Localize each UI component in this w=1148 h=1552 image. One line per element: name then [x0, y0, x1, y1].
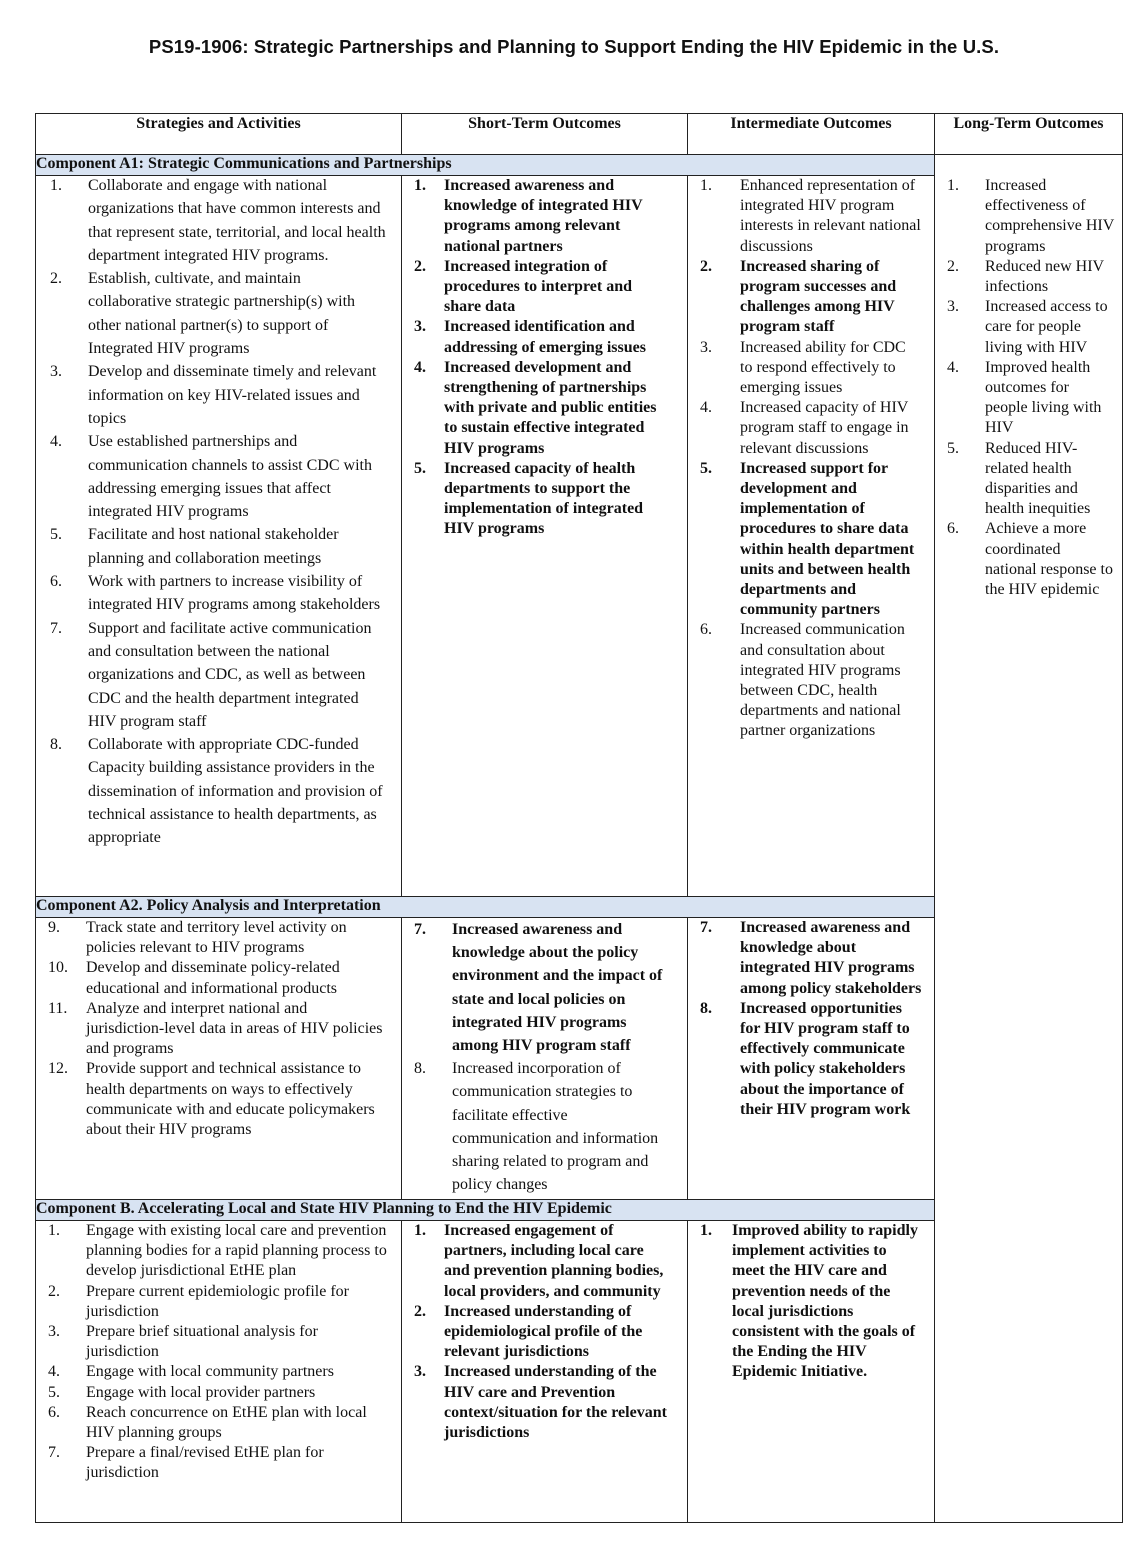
- list-item: [36, 733, 401, 849]
- logic-model-table: [35, 113, 1123, 1523]
- item-text: Increased communication and consultation about integrated HIV programs between CDC, health departments and national partner organizations: [740, 621, 905, 740]
- item-number: 3.: [947, 298, 959, 316]
- header-short-term: Short-Term Outcomes: [402, 114, 688, 155]
- item-text: Reach concurrence on EtHE plan with local HIV planning groups: [86, 1403, 367, 1442]
- list-item: [402, 317, 687, 357]
- item-text: Establish, cultivate, and maintain collaborative strategic partnership(s) with other national partner(s) to support of Integrated HIV programs: [88, 270, 356, 358]
- item-text: Increased engagement of partners, including local care and prevention planning bodies, local providers, and community: [444, 1222, 664, 1300]
- item-number: 4.: [700, 399, 712, 417]
- item-text: Increased effectiveness of comprehensive HIV programs: [985, 177, 1114, 255]
- item-text: Enhanced representation of integrated HIV program interests in relevant national discussions: [740, 177, 921, 255]
- component-title: Component B. Accelerating Local and State HIV Planning to End the HIV Epidemic: [36, 1200, 935, 1221]
- item-number: 1.: [48, 1222, 60, 1239]
- item-number: 3.: [48, 1323, 60, 1341]
- item-number: 1.: [700, 177, 712, 194]
- list-item: [36, 523, 401, 570]
- item-number: 7.: [414, 921, 426, 938]
- item-number: 5.: [947, 439, 959, 457]
- item-number: 2.: [700, 257, 712, 275]
- list-item: [36, 1059, 401, 1140]
- list-item: [402, 918, 687, 1057]
- list-item: [36, 1403, 401, 1443]
- item-text: Increased opportunities for HIV program staff to effectively communicate with policy stakeholders about the importance of their HIV program work: [740, 999, 911, 1118]
- item-text: Work with partners to increase visibility of integrated HIV programs among stakeholders: [88, 573, 381, 614]
- list-item: [36, 958, 401, 998]
- list-item: [688, 459, 934, 621]
- short-term-list: [402, 1221, 687, 1443]
- list-item: [36, 1383, 401, 1403]
- item-number: 4.: [947, 358, 959, 376]
- component-title: Component A2. Policy Analysis and Interpretation: [36, 897, 935, 918]
- list-item: [402, 459, 687, 540]
- item-number: 5.: [48, 1383, 60, 1401]
- list-item: [688, 257, 934, 338]
- list-item: [935, 176, 1122, 257]
- item-text: Prepare current epidemiologic profile for jurisdiction: [86, 1282, 349, 1320]
- item-text: Increased support for development and implementation of procedures to share data within health department units and between health departments and community partners: [740, 459, 915, 619]
- list-item: [688, 999, 934, 1120]
- item-number: 1.: [414, 1222, 426, 1239]
- item-number: 6.: [947, 520, 959, 538]
- item-text: Engage with local community partners: [86, 1363, 334, 1381]
- item-number: 3.: [50, 363, 62, 381]
- item-text: Prepare brief situational analysis for jurisdiction: [86, 1323, 318, 1361]
- item-number: 4.: [414, 358, 426, 376]
- long-term-list: [935, 176, 1122, 600]
- item-text: Improved ability to rapidly implement activities to meet the HIV care and prevention needs of the local jurisdictions consistent with the goals of the Ending the HIV Epidemic Initiative.: [732, 1222, 918, 1381]
- item-text: Engage with local provider partners: [86, 1383, 316, 1401]
- list-item: [402, 1221, 687, 1302]
- list-item: [688, 620, 934, 741]
- item-number: 8.: [414, 1060, 426, 1078]
- item-text: Reduced new HIV infections: [985, 257, 1104, 296]
- list-item: [935, 358, 1122, 439]
- list-item: [36, 570, 401, 617]
- short-term-list: [402, 176, 687, 540]
- item-text: Provide support and technical assistance to health departments on ways to effectively communicate with and educate policymakers about their HIV programs: [86, 1060, 375, 1139]
- item-number: 1.: [700, 1222, 712, 1239]
- list-item: [688, 176, 934, 257]
- item-number: 7.: [50, 619, 62, 637]
- list-item: [935, 439, 1122, 520]
- item-number: 2.: [48, 1282, 60, 1300]
- list-item: [36, 174, 401, 267]
- item-number: 11.: [48, 999, 68, 1017]
- strategies-list: [36, 174, 401, 850]
- list-item: [36, 617, 401, 733]
- item-text: Achieve a more coordinated national response to the HIV epidemic: [985, 520, 1113, 599]
- item-text: Collaborate and engage with national organizations that have common interests and that represent state, territorial, and local health department integrated HIV programs.: [88, 177, 386, 264]
- item-text: Engage with existing local care and prevention planning bodies for a rapid planning process to develop jurisdictional EtHE plan: [86, 1222, 387, 1280]
- intermediate-cell: [688, 176, 935, 897]
- item-number: 10.: [48, 959, 68, 977]
- list-item: [36, 267, 401, 360]
- item-text: Increased capacity of health departments to support the implementation of integrated HIV programs: [444, 459, 644, 538]
- item-number: 8.: [700, 999, 712, 1017]
- page-title: PS19-1906: Strategic Partnerships and Planning to Support Ending the HIV Epidemic in the U.S.: [148, 36, 1000, 57]
- list-item: [935, 257, 1122, 297]
- list-item: [402, 1362, 687, 1443]
- item-number: 2.: [50, 270, 62, 288]
- item-number: 6.: [50, 573, 62, 591]
- strategies-cell: [36, 918, 402, 1200]
- header-row: [36, 114, 1123, 155]
- strategies-cell: [36, 176, 402, 897]
- item-text: Increased ability for CDC to respond effectively to emerging issues: [740, 338, 906, 397]
- list-item: [402, 257, 687, 318]
- item-text: Track state and territory level activity on policies relevant to HIV programs: [86, 919, 347, 957]
- list-item: [402, 176, 687, 257]
- item-number: 4.: [48, 1363, 60, 1381]
- list-item: [36, 918, 401, 958]
- item-number: 2.: [414, 1302, 426, 1320]
- strategies-list: [36, 1221, 401, 1484]
- item-number: 7.: [48, 1444, 60, 1462]
- item-text: Develop and disseminate timely and relevant information on key HIV-related issues and topics: [88, 363, 377, 427]
- list-item: [402, 1302, 687, 1363]
- item-number: 8.: [50, 736, 62, 754]
- item-number: 3.: [700, 338, 712, 356]
- item-text: Increased understanding of epidemiological profile of the relevant jurisdictions: [444, 1302, 643, 1361]
- item-number: 1.: [414, 177, 426, 194]
- item-text: Collaborate with appropriate CDC-funded Capacity building assistance providers in the dissemination of information and provision of technical assistance to health departments, as appropriate: [88, 736, 383, 847]
- list-item: [36, 430, 401, 523]
- item-text: Increased awareness and knowledge about integrated HIV programs among policy stakeholders: [740, 919, 922, 997]
- intermediate-list: [688, 176, 934, 742]
- short-term-list: [402, 918, 687, 1196]
- item-number: 6.: [700, 621, 712, 639]
- item-number: 5.: [700, 459, 712, 477]
- list-item: [688, 338, 934, 399]
- component-title: Component A1: Strategic Communications and Partnerships: [36, 155, 935, 176]
- list-item: [688, 918, 934, 999]
- list-item: [36, 999, 401, 1060]
- header-long-term: Long-Term Outcomes: [935, 114, 1123, 155]
- short-term-cell: [402, 176, 688, 897]
- strategies-list: [36, 918, 401, 1140]
- item-number: 3.: [414, 318, 426, 336]
- item-number: 3.: [414, 1363, 426, 1381]
- item-text: Prepare a final/revised EtHE plan for jurisdiction: [86, 1444, 324, 1482]
- item-text: Increased identification and addressing of emerging issues: [444, 318, 646, 356]
- item-number: 5.: [50, 526, 62, 544]
- list-item: [36, 1443, 401, 1483]
- item-text: Increased integration of procedures to interpret and share data: [444, 257, 632, 316]
- item-text: Analyze and interpret national and jurisdiction-level data in areas of HIV policies and programs: [86, 999, 383, 1058]
- item-text: Increased awareness and knowledge of integrated HIV programs among relevant national partners: [444, 177, 643, 255]
- list-item: [402, 358, 687, 459]
- item-number: 6.: [48, 1403, 60, 1421]
- intermediate-cell: [688, 1221, 935, 1523]
- list-item: [402, 1057, 687, 1196]
- component-row: [36, 155, 1123, 176]
- long-term-cell: [935, 155, 1123, 1523]
- item-text: Facilitate and host national stakeholder planning and collaboration meetings: [88, 526, 339, 567]
- item-text: Reduced HIV-related health disparities and health inequities: [985, 439, 1091, 518]
- item-number: 2.: [947, 257, 959, 275]
- list-item: [36, 1282, 401, 1322]
- item-text: Develop and disseminate policy-related educational and informational products: [86, 959, 340, 997]
- list-item: [36, 1322, 401, 1362]
- item-text: Use established partnerships and communication channels to assist CDC with addressing emerging issues that affect integrated HIV programs: [88, 433, 372, 521]
- list-item: [36, 1221, 401, 1282]
- header-intermediate: Intermediate Outcomes: [688, 114, 935, 155]
- short-term-cell: [402, 1221, 688, 1523]
- item-number: 4.: [50, 433, 62, 451]
- item-text: Increased understanding of the HIV care and Prevention context/situation for the relevant jurisdictions: [444, 1363, 667, 1442]
- item-number: 7.: [700, 919, 712, 936]
- intermediate-list: [688, 918, 934, 1120]
- item-text: Increased capacity of HIV program staff to engage in relevant discussions: [740, 399, 909, 457]
- item-text: Increased access to care for people living with HIV: [985, 298, 1108, 356]
- item-text: Improved health outcomes for people living with HIV: [985, 358, 1102, 437]
- list-item: [935, 519, 1122, 600]
- list-item: [36, 1362, 401, 1382]
- item-number: 1.: [947, 177, 959, 194]
- item-text: Increased sharing of program successes and challenges among HIV program staff: [740, 257, 897, 336]
- item-text: Increased awareness and knowledge about the policy environment and the impact of state and local policies on integrated HIV programs among HIV program staff: [452, 921, 663, 1055]
- item-text: Increased incorporation of communication strategies to facilitate effective communication and information sharing related to program and policy changes: [452, 1060, 659, 1194]
- intermediate-list: [688, 1221, 934, 1383]
- item-text: Increased development and strengthening of partnerships with private and public entities to sustain effective integrated HIV programs: [444, 358, 657, 457]
- item-number: 2.: [414, 257, 426, 275]
- item-number: 12.: [48, 1060, 68, 1078]
- list-item: [688, 1221, 934, 1383]
- item-text: Support and facilitate active communication and consultation between the national organizations and CDC, as well as between CDC and the health department integrated HIV program staff: [88, 619, 372, 730]
- short-term-cell: [402, 918, 688, 1200]
- intermediate-cell: [688, 918, 935, 1200]
- item-number: 1.: [50, 177, 62, 194]
- strategies-cell: [36, 1221, 402, 1523]
- list-item: [935, 297, 1122, 358]
- header-strategies: Strategies and Activities: [36, 114, 402, 155]
- list-item: [36, 360, 401, 430]
- item-number: 9.: [48, 919, 60, 936]
- item-number: 5.: [414, 459, 426, 477]
- list-item: [688, 398, 934, 459]
